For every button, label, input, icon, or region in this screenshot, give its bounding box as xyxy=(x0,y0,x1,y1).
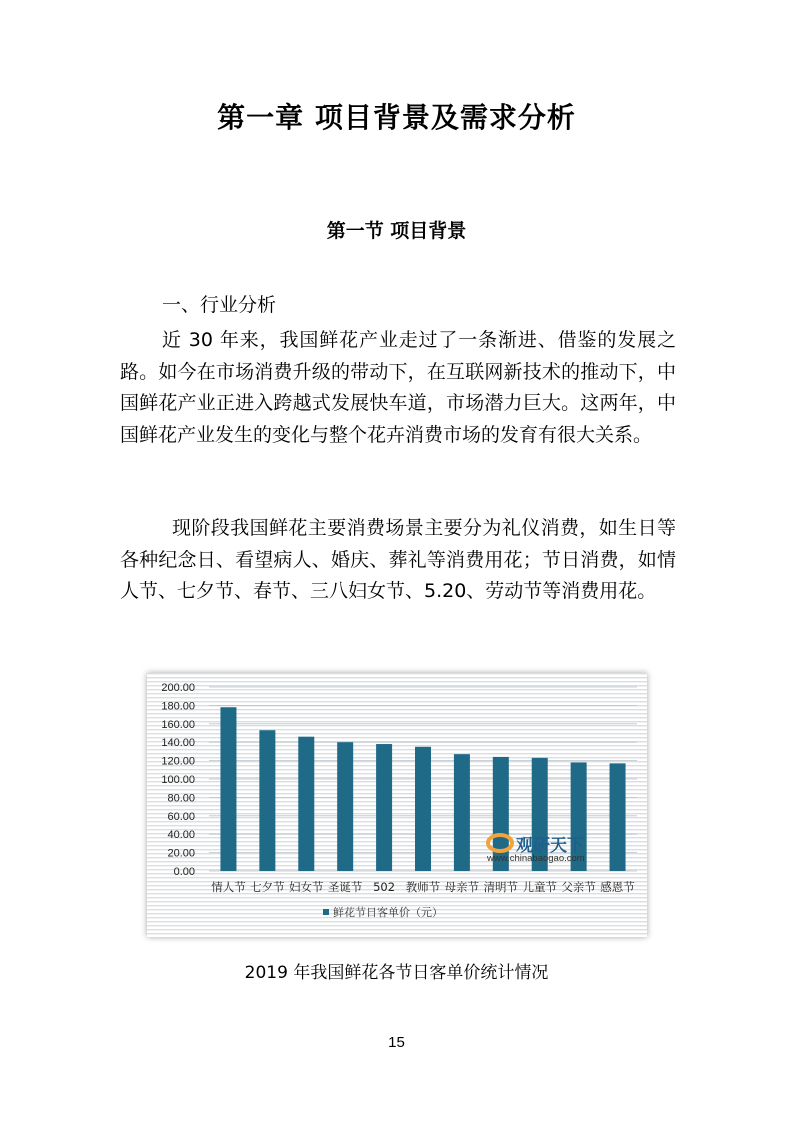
y-tick-label: 120.00 xyxy=(161,755,195,768)
x-tick-label: 儿童节 xyxy=(522,880,557,894)
x-tick-label: 情人节 xyxy=(211,880,246,894)
chapter-title: 第一章 项目背景及需求分析 xyxy=(217,101,576,134)
y-tick-label: 60.00 xyxy=(167,810,195,823)
bar-3 xyxy=(337,742,353,871)
bar-2 xyxy=(298,737,314,871)
legend-label: 鲜花节日客单价（元） xyxy=(333,906,443,919)
section-title: 第一节 项目背景 xyxy=(326,220,467,242)
x-tick-label: 妇女节 xyxy=(289,880,324,894)
x-tick-label: 502 xyxy=(373,880,396,894)
watermark-brand: 观研天下 xyxy=(516,836,584,856)
paragraph-2: 现阶段我国鲜花主要消费场景主要分为礼仪消费，如生日等各种纪念日、看望病人、婚庆、葬礼等消费用花；节日消费，如情人节、七夕节、春节、三八妇女节、5.20、劳动节等消费用花。 xyxy=(120,517,676,602)
x-tick-label: 七夕节 xyxy=(250,880,285,894)
bar-10 xyxy=(610,763,626,871)
y-tick-label: 80.00 xyxy=(167,792,195,805)
chart-watermark xyxy=(486,835,585,864)
bar-1 xyxy=(259,730,275,871)
subheading: 一、行业分析 xyxy=(162,294,277,316)
y-tick-label: 200.00 xyxy=(161,682,195,694)
x-tick-label: 圣诞节 xyxy=(327,880,363,894)
bar-0 xyxy=(220,707,236,871)
paragraph-1: 近 30 年来，我国鲜花产业走过了一条渐进、借鉴的发展之路。如今在市场消费升级的带动下，在互联网新技术的推动下，中国鲜花产业正进入跨越式发展快车道，市场潜力巨大。这两年，中国鲜花产业发生的变化与整个花卉消费市场的发育有很大关系。 xyxy=(120,329,676,446)
y-tick-label: 180.00 xyxy=(161,700,195,713)
bar-5 xyxy=(415,747,431,871)
y-tick-label: 20.00 xyxy=(167,847,195,860)
bar-4 xyxy=(376,744,392,871)
x-tick-label: 母亲节 xyxy=(444,880,480,894)
x-tick-label: 父亲节 xyxy=(561,880,596,894)
legend-swatch xyxy=(323,909,329,915)
x-tick-label: 清明节 xyxy=(483,880,519,894)
chart-legend xyxy=(323,905,443,919)
page-number: 15 xyxy=(388,1034,405,1051)
watermark-url: www.chinabaogao.com xyxy=(487,853,585,864)
y-tick-label: 160.00 xyxy=(161,718,195,731)
y-tick-label: 100.00 xyxy=(161,774,195,786)
chart-svg xyxy=(147,673,647,937)
y-tick-label: 40.00 xyxy=(167,829,195,842)
bar-chart xyxy=(147,673,647,937)
y-tick-label: 140.00 xyxy=(161,737,195,750)
x-tick-label: 教师节 xyxy=(405,880,441,894)
bar-6 xyxy=(454,754,470,871)
chart-caption: 2019 年我国鲜花各节日客单价统计情况 xyxy=(244,963,549,983)
x-tick-label: 感恩节 xyxy=(600,880,635,894)
y-tick-label: 0.00 xyxy=(173,866,195,878)
